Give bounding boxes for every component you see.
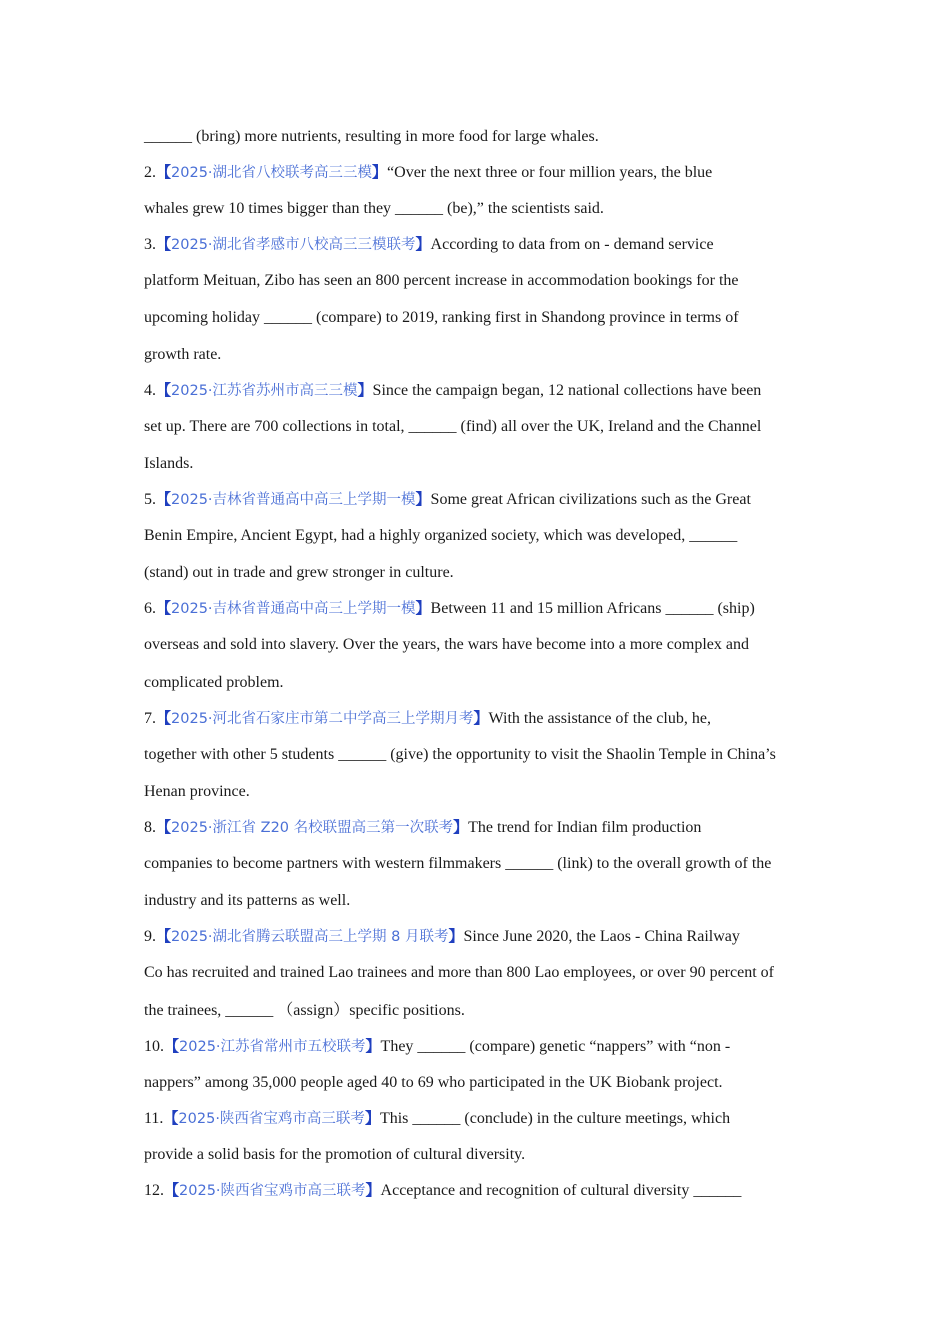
question-number: 6.	[144, 600, 156, 617]
question-6-line-2: overseas and sold into slavery. Over the years, the wars have become into a more complex and	[144, 636, 749, 653]
question-9-line-1: 9.【2025·湖北省腾云联盟高三上学期 8 月联考】Since June 2020, the Laos - China Railway	[144, 927, 740, 945]
question-source: 2025·河北省石家庄市第二中学高三上学期月考	[171, 711, 474, 727]
question-5-line-1: 5.【2025·吉林省普通高中高三上学期一模】Some great African civilizations such as the Great	[144, 490, 751, 508]
question-source: 2025·陕西省宝鸡市高三联考	[178, 1111, 365, 1127]
question-number: 9.	[144, 928, 156, 945]
question-number: 10.	[144, 1038, 164, 1055]
intro-line: ______ (bring) more nutrients, resulting in more food for large whales.	[144, 128, 599, 145]
question-source: 2025·湖北省腾云联盟高三上学期 8 月联考	[171, 929, 449, 945]
question-source: 2025·陕西省宝鸡市高三联考	[179, 1183, 366, 1199]
question-12-line-1: 12.【2025·陕西省宝鸡市高三联考】Acceptance and recognition of cultural diversity ______	[144, 1181, 742, 1199]
question-number: 12.	[144, 1182, 164, 1199]
question-number: 11.	[144, 1110, 164, 1127]
question-4-line-2: set up. There are 700 collections in total, ______ (find) all over the UK, Ireland and the Channel	[144, 418, 762, 435]
question-10-line-2: nappers” among 35,000 people aged 40 to 69 who participated in the UK Biobank project.	[144, 1074, 723, 1091]
question-number: 5.	[144, 491, 156, 508]
question-4-line-1: 4.【2025·江苏省苏州市高三三模】Since the campaign began, 12 national collections have been	[144, 381, 762, 399]
question-4-line-3: Islands.	[144, 455, 194, 472]
question-7-line-1: 7.【2025·河北省石家庄市第二中学高三上学期月考】With the assistance of the club, he,	[144, 709, 711, 727]
question-9-line-2: Co has recruited and trained Lao trainees and more than 800 Lao employees, or over 90 percent of	[144, 964, 774, 981]
question-7-line-2: together with other 5 students ______ (give) the opportunity to visit the Shaolin Temple in China’s	[144, 746, 776, 763]
question-source: 2025·湖北省八校联考高三三模	[171, 165, 373, 181]
question-number: 3.	[144, 236, 156, 253]
question-9-line-3: the trainees, ______ （assign）specific positions.	[144, 1002, 465, 1019]
question-11-line-1: 11.【2025·陕西省宝鸡市高三联考】This ______ (conclude) in the culture meetings, which	[144, 1109, 731, 1127]
question-3-line-2: platform Meituan, Zibo has seen an 800 percent increase in accommodation bookings for the	[144, 272, 739, 289]
question-number: 4.	[144, 382, 156, 399]
question-source: 2025·江苏省常州市五校联考	[179, 1039, 366, 1055]
question-2-line-1: 2.【2025·湖北省八校联考高三三模】“Over the next three or four million years, the blue	[144, 163, 713, 181]
question-source: 2025·江苏省苏州市高三三模	[171, 383, 358, 399]
question-5-line-3: (stand) out in trade and grew stronger in culture.	[144, 564, 454, 581]
question-3-line-3: upcoming holiday ______ (compare) to 2019, ranking first in Shandong province in terms of	[144, 309, 739, 326]
question-source: 2025·吉林省普通高中高三上学期一模	[171, 601, 416, 617]
question-source: 2025·吉林省普通高中高三上学期一模	[171, 492, 416, 508]
question-8-line-3: industry and its patterns as well.	[144, 892, 351, 909]
question-6-line-1: 6.【2025·吉林省普通高中高三上学期一模】Between 11 and 15 million Africans ______ (ship)	[144, 599, 755, 617]
question-source: 2025·浙江省 Z20 名校联盟高三第一次联考	[171, 820, 454, 836]
question-number: 7.	[144, 710, 156, 727]
question-10-line-1: 10.【2025·江苏省常州市五校联考】They ______ (compare) genetic “nappers” with “non -	[144, 1037, 731, 1055]
question-2-line-2: whales grew 10 times bigger than they ______ (be),” the scientists said.	[144, 200, 604, 217]
question-3-line-4: growth rate.	[144, 346, 222, 363]
question-6-line-3: complicated problem.	[144, 674, 284, 691]
question-number: 8.	[144, 819, 156, 836]
question-7-line-3: Henan province.	[144, 783, 250, 800]
question-8-line-1: 8.【2025·浙江省 Z20 名校联盟高三第一次联考】The trend for Indian film production	[144, 818, 702, 836]
question-number: 2.	[144, 164, 156, 181]
question-8-line-2: companies to become partners with western filmmakers ______ (link) to the overall growth of the	[144, 855, 772, 872]
question-source: 2025·湖北省孝感市八校高三三模联考	[171, 237, 416, 253]
question-11-line-2: provide a solid basis for the promotion of cultural diversity.	[144, 1146, 526, 1163]
question-5-line-2: Benin Empire, Ancient Egypt, had a highly organized society, which was developed, ______	[144, 527, 738, 544]
question-3-line-1: 3.【2025·湖北省孝感市八校高三三模联考】According to data from on - demand service	[144, 235, 714, 253]
